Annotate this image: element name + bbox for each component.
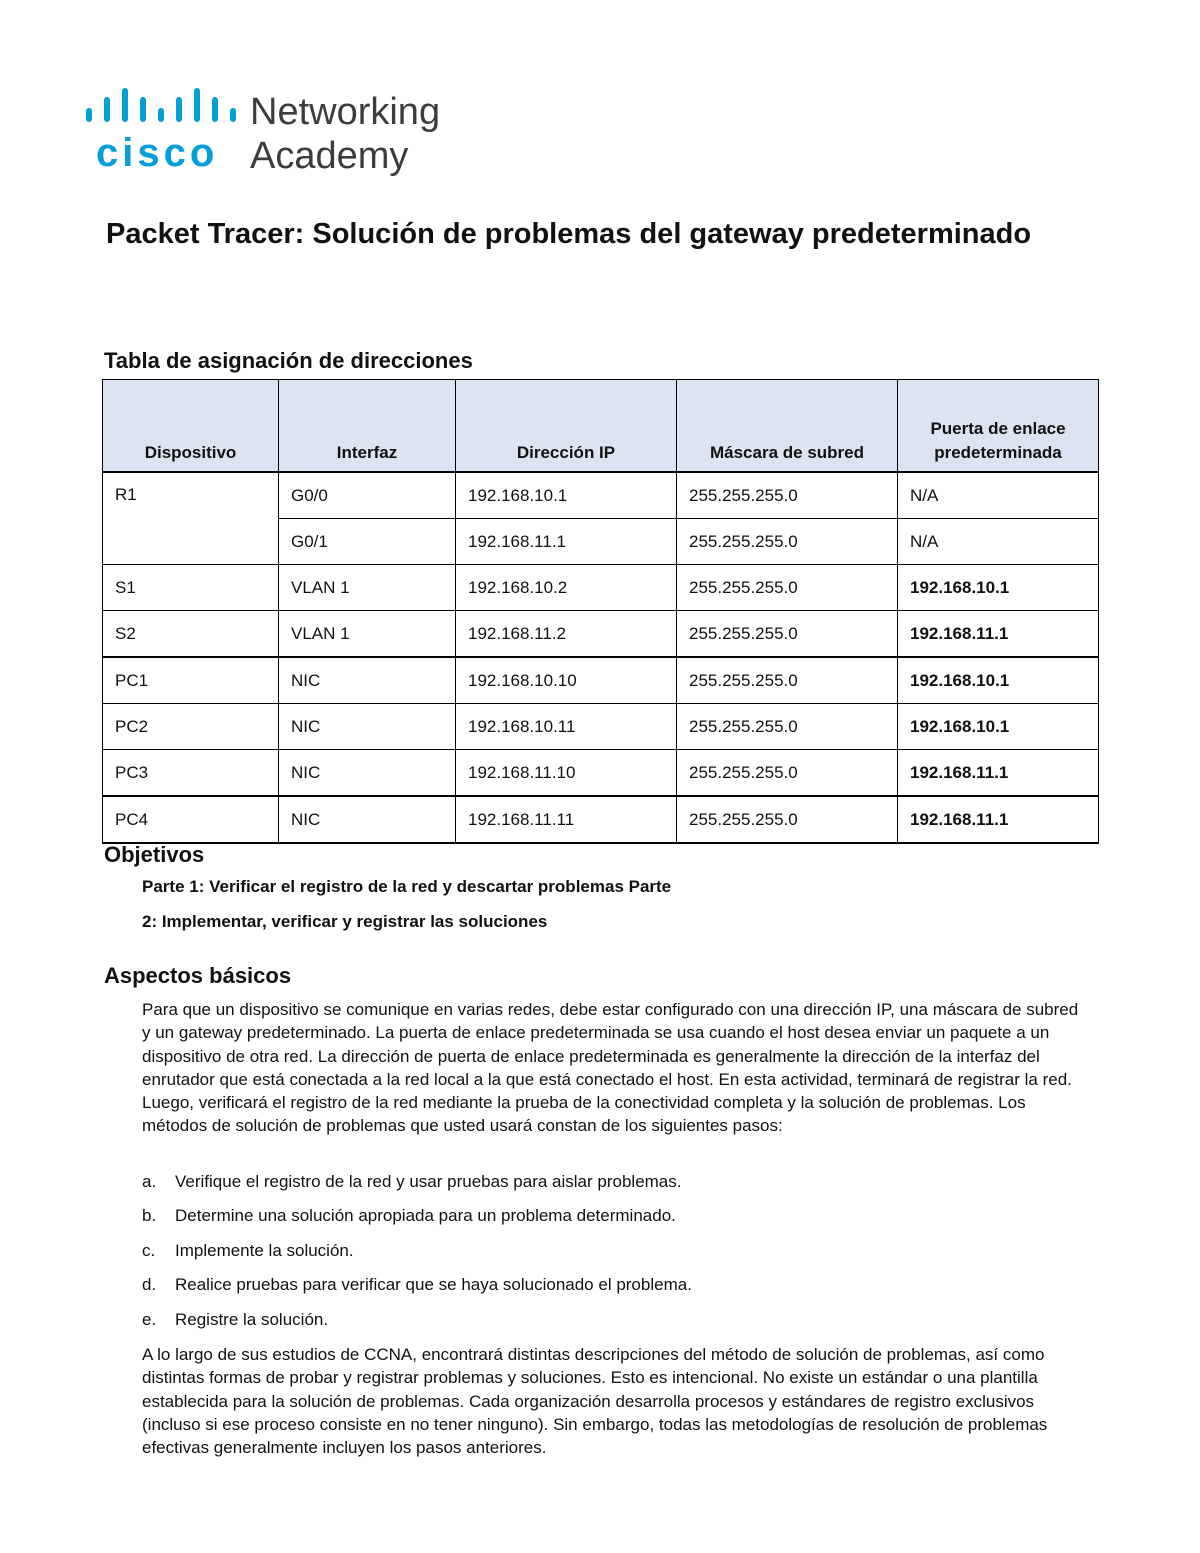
step-text: Implemente la solución. [175,1240,354,1260]
list-item [142,1310,1082,1344]
interface-cell: VLAN 1 [279,565,456,611]
mask-cell: 255.255.255.0 [677,611,898,658]
addressing-table-heading: Tabla de asignación de direcciones [104,348,473,373]
cisco-networking-academy-logo [86,88,466,180]
step-letter: e. [142,1309,157,1329]
list-item [142,1241,1082,1275]
gateway-cell: N/A [898,519,1099,565]
ip-cell: 192.168.11.11 [456,796,677,843]
column-header: Interfaz [279,380,456,473]
page-title: Packet Tracer: Solución de problemas del gateway predeterminado [106,218,1032,250]
table-header-row [103,380,1099,473]
column-header: Dispositivo [103,380,279,473]
ip-cell: 192.168.10.1 [456,472,677,519]
interface-cell: G0/0 [279,472,456,519]
addressing-table [102,379,1099,844]
ip-cell: 192.168.11.1 [456,519,677,565]
logo-networking-text: Networking [250,91,441,133]
device-cell: S1 [103,565,279,611]
basics-paragraph: Para que un dispositivo se comunique en varias redes, debe estar configurado con una dirección IP, una máscara de subred y un gateway predeterminado. La puerta de enlace predeterminada se usa cuando el host desea enviar un paquete a un dispositivo de otra red. La dirección de puerta de enlace predeterminada es generalmente la dirección de la interfaz del enrutador que está conectada a la red local a la que está conectado el host. En esta actividad, terminará de registrar la red. Luego, verificará el registro de la red mediante la prueba de la conectividad completa y la solución de problemas. Los métodos de solución de problemas que usted usará constan de los siguientes pasos: [142,1000,1079,1136]
column-header: Dirección IP [456,380,677,473]
logo-academy-text: Academy [250,135,409,177]
list-item [142,1275,1082,1309]
table-row [103,472,1099,519]
gateway-cell: N/A [898,472,1099,519]
device-cell: PC4 [103,796,279,843]
ip-cell: 192.168.11.2 [456,611,677,658]
step-text: Verifique el registro de la red y usar pruebas para aislar problemas. [175,1172,682,1191]
table-row [103,565,1099,611]
step-text: Determine una solución apropiada para un problema determinado. [175,1206,676,1226]
objective-line: Parte 1: Verificar el registro de la red y descartar problemas Parte [142,877,672,896]
step-letter: a. [142,1172,157,1191]
gateway-cell: 192.168.11.1 [898,611,1099,658]
device-cell: PC2 [103,704,279,750]
gateway-cell: 192.168.11.1 [898,750,1099,797]
gateway-cell: 192.168.11.1 [898,796,1099,843]
list-item [142,1172,1082,1206]
gateway-cell: 192.168.10.1 [898,704,1099,750]
basics-heading: Aspectos básicos [104,963,292,988]
table-row [103,704,1099,750]
list-item [142,1206,1082,1240]
step-text: Realice pruebas para verificar que se haya solucionado el problema. [175,1275,692,1295]
mask-cell: 255.255.255.0 [677,657,898,704]
mask-cell: 255.255.255.0 [677,565,898,611]
table-row [103,611,1099,658]
ip-cell: 192.168.11.10 [456,750,677,797]
interface-cell: NIC [279,750,456,797]
gateway-cell: 192.168.10.1 [898,657,1099,704]
table-row [103,750,1099,797]
table-row [103,657,1099,704]
interface-cell: NIC [279,657,456,704]
interface-cell: NIC [279,796,456,843]
device-cell: S2 [103,611,279,658]
step-letter: b. [142,1206,157,1226]
steps-list [142,1172,1082,1344]
mask-cell: 255.255.255.0 [677,750,898,797]
cisco-wordmark: cisco [96,131,219,175]
mask-cell: 255.255.255.0 [677,519,898,565]
step-letter: c. [142,1240,156,1260]
column-header: Máscara de subred [677,380,898,473]
mask-cell: 255.255.255.0 [677,704,898,750]
step-text: Registre la solución. [175,1309,329,1329]
objective-line: 2: Implementar, verificar y registrar las soluciones [142,912,548,931]
device-cell: PC3 [103,750,279,797]
ip-cell: 192.168.10.2 [456,565,677,611]
device-cell: R1 [103,472,279,565]
ip-cell: 192.168.10.10 [456,657,677,704]
mask-cell: 255.255.255.0 [677,472,898,519]
device-cell: PC1 [103,657,279,704]
interface-cell: NIC [279,704,456,750]
table-row [103,796,1099,843]
cisco-bars-icon [86,88,466,180]
step-letter: d. [142,1275,157,1295]
ip-cell: 192.168.10.11 [456,704,677,750]
basics-paragraph-2: A lo largo de sus estudios de CCNA, encontrará distintas descripciones del método de solución de problemas, así como distintas formas de probar y registrar problemas y soluciones. Esto es intencional. No existe un estándar o una plantilla establecida para la solución de problemas. Cada organización desarrolla procesos y estándares de registro exclusivos (incluso si ese proceso consiste en no tener ninguno). Sin embargo, todas las metodologías de resolución de problemas efectivas generalmente incluyen los pasos anteriores. [142,1345,1048,1458]
objectives-heading: Objetivos [104,842,205,867]
interface-cell: G0/1 [279,519,456,565]
column-header: Puerta de enlace predeterminada [898,380,1099,473]
gateway-cell: 192.168.10.1 [898,565,1099,611]
interface-cell: VLAN 1 [279,611,456,658]
mask-cell: 255.255.255.0 [677,796,898,843]
